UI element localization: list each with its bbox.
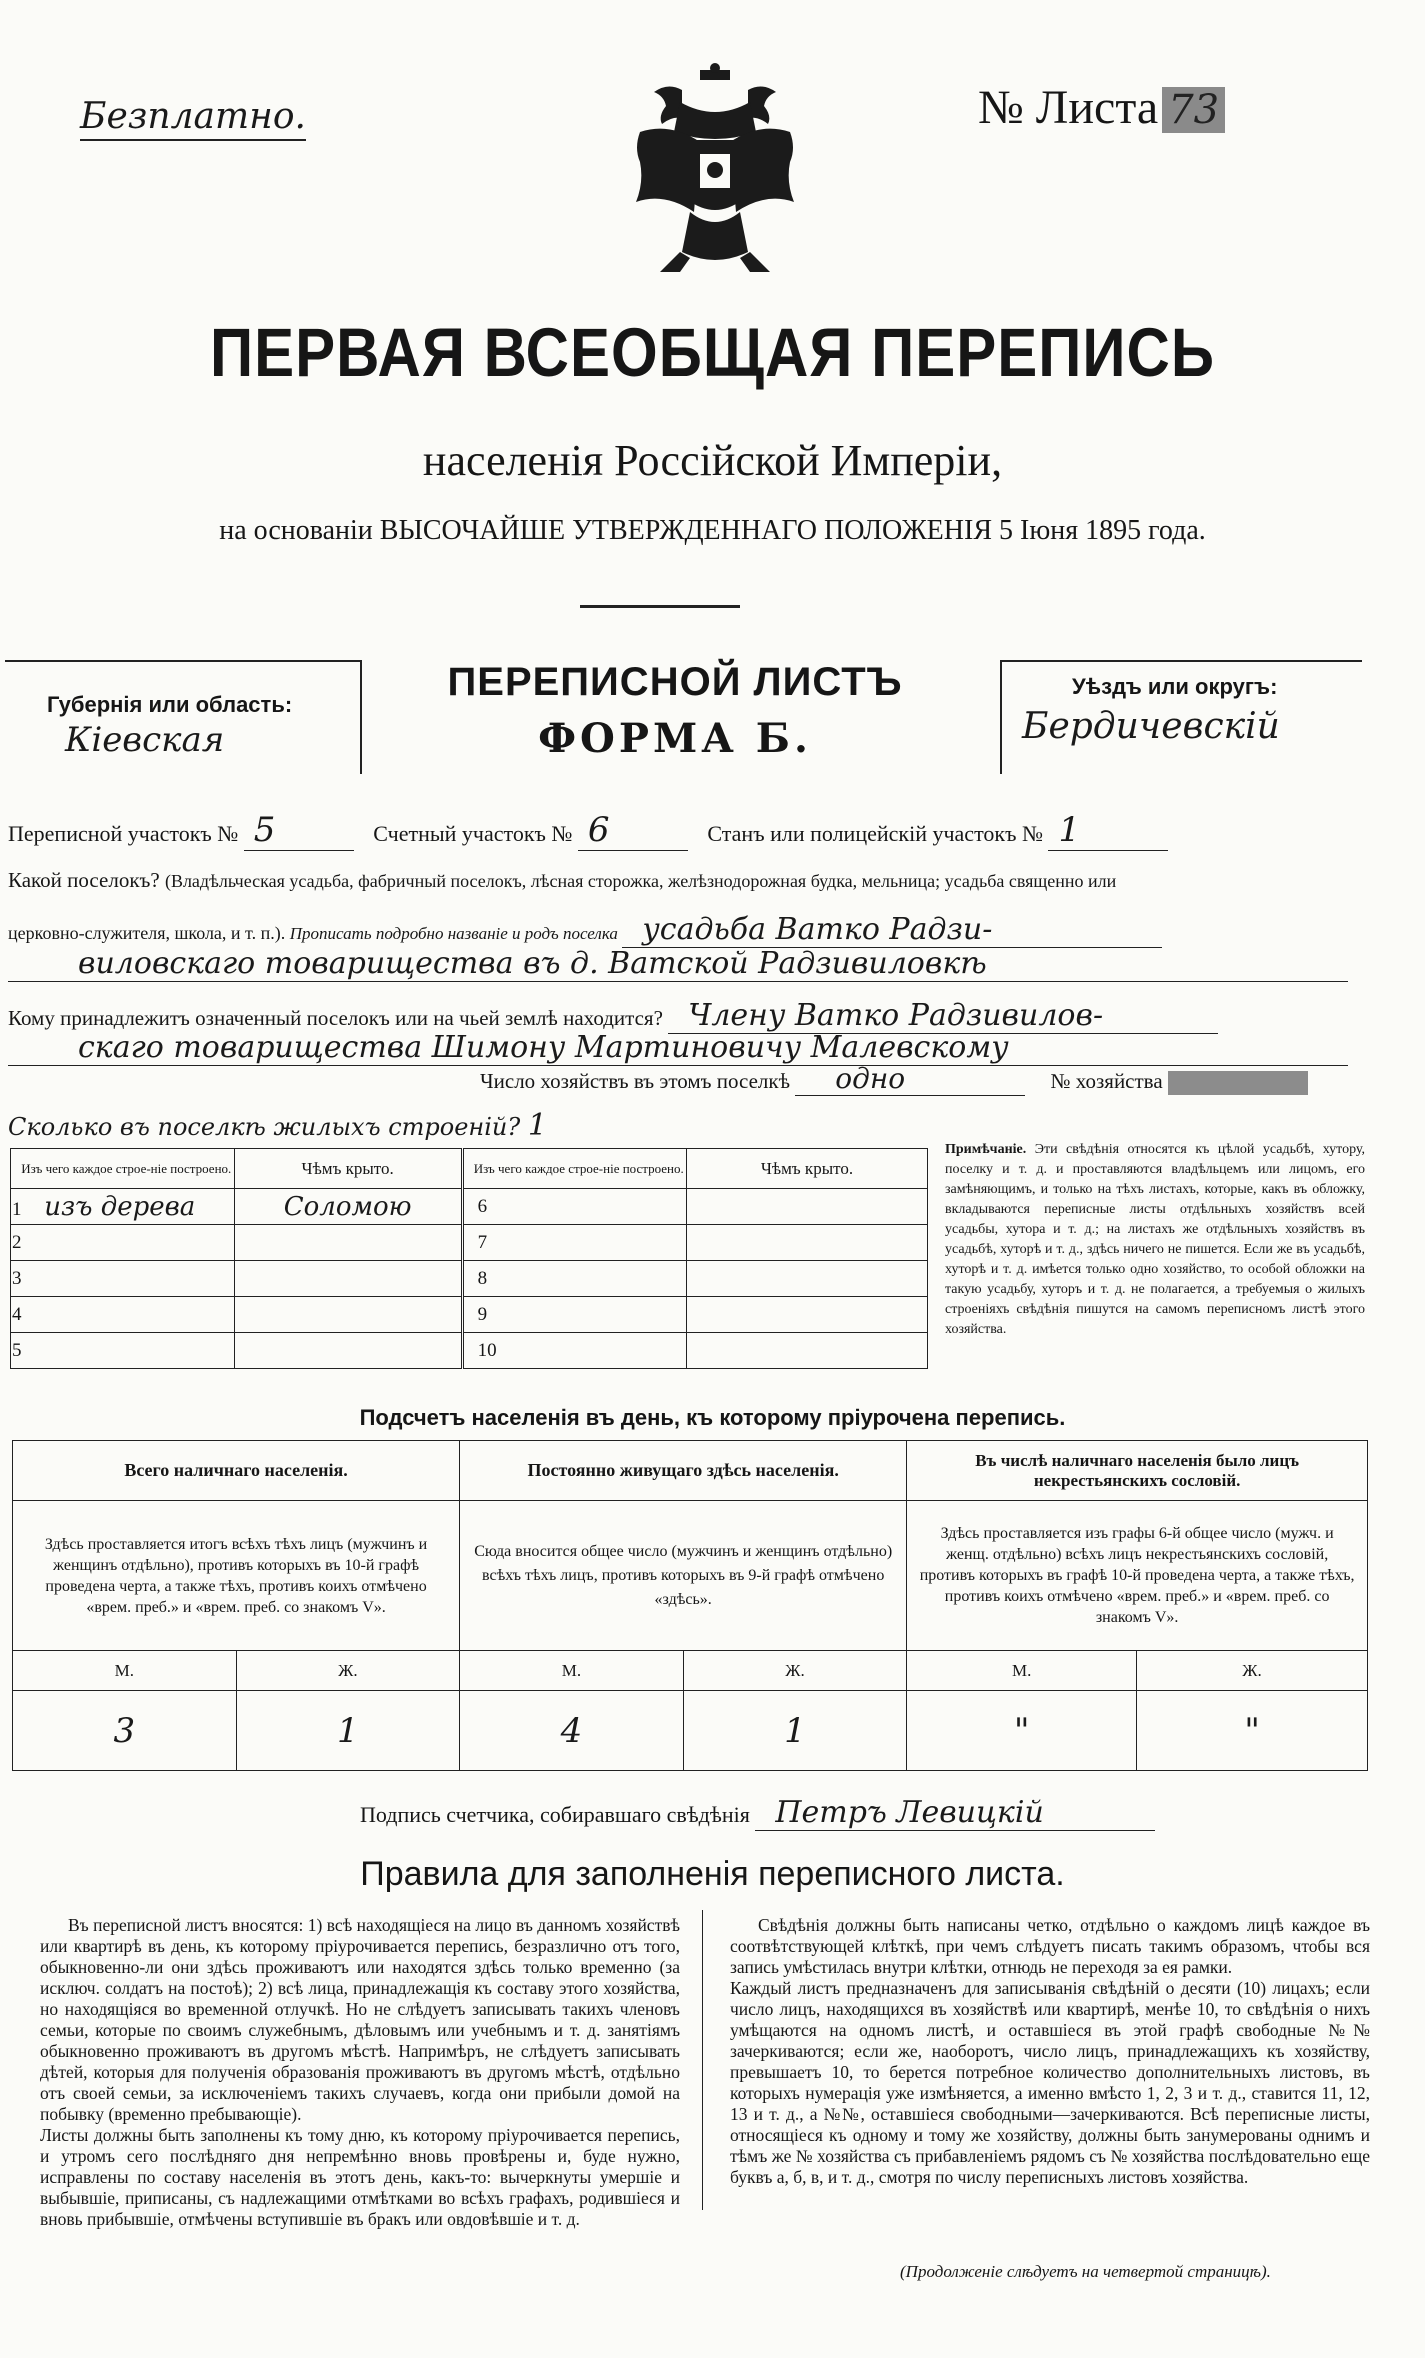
row-number: 2 (12, 1231, 22, 1253)
households-label: Число хозяйствъ въ этомъ поселкѣ (480, 1069, 790, 1093)
empty-cell (234, 1225, 462, 1261)
table-row (11, 1333, 235, 1369)
settlement-hint: (Владѣльческая усадьба, фабричный поселокъ, лѣсная сторожка, желѣзнодорожная будка, мельница; усадьба священно или (164, 871, 1117, 891)
imperial-eagle-emblem (620, 62, 810, 282)
table-row (462, 1225, 686, 1261)
count-area-label: Счетный участокъ № (373, 821, 573, 846)
empty-cell (686, 1333, 927, 1369)
corner (462, 1149, 471, 1189)
settlement-line (8, 868, 1116, 893)
nonpeasant-female-value: " (1137, 1691, 1368, 1771)
households-value: одно (795, 1062, 1025, 1096)
empty-cell (686, 1225, 927, 1261)
province-label: Губернія или область: (47, 692, 293, 717)
table-row (462, 1297, 686, 1333)
buildings-value: 1 (527, 1108, 547, 1143)
row-number: 1 (12, 1198, 22, 1220)
table-row (11, 1261, 235, 1297)
col-material-header: Изъ чего каждое строе-ніе построено. (19, 1149, 234, 1189)
table-row (11, 1225, 235, 1261)
nonpeasant-male-value: " (907, 1691, 1137, 1771)
empty-cell (234, 1333, 462, 1369)
form-header-box (0, 660, 1425, 778)
buildings-line (8, 1108, 547, 1143)
note-title: Примѣчаніе. (945, 1142, 1027, 1157)
row1-roof: Соломою (234, 1189, 462, 1225)
col-roof-header: Чѣмъ крыто. (234, 1149, 462, 1189)
district-value: Бердичевскій (1022, 706, 1280, 747)
page-title: ПЕРВАЯ ВСЕОБЩАЯ ПЕРЕПИСЬ (210, 313, 1215, 392)
household-no-redacted (1168, 1071, 1308, 1095)
permanent-female-value: 1 (683, 1691, 907, 1771)
sheet-number-label: № Листа (978, 81, 1159, 134)
census-area-value: 5 (244, 810, 354, 851)
row-number: 5 (12, 1339, 22, 1361)
row-number: 6 (477, 1195, 488, 1217)
permanent-male-value: 4 (460, 1691, 684, 1771)
signature-value: Петръ Левицкій (755, 1795, 1155, 1831)
empty-cell (686, 1297, 927, 1333)
col-permanent-desc: Сюда вносится общее число (мужчинъ и женщинъ отдѣльно) всѣхъ тѣхъ лицъ, противъ которыхъ въ 9-й графѣ отмѣчено «здѣсь». (460, 1501, 907, 1651)
population-table (12, 1440, 1368, 1771)
census-area-label: Переписной участокъ № (8, 821, 239, 846)
table-row (11, 1297, 235, 1333)
page-subtitle: населенія Россійской Имперіи, (422, 436, 1003, 485)
settlement-value-1: усадьба Ватко Радзи- (622, 912, 1162, 948)
sheet-number-value: 73 (1162, 87, 1225, 133)
female-label: Ж. (683, 1651, 907, 1691)
rules-left-column: Въ переписной листъ вносятся: 1) всѣ находящіеся на лицо въ данномъ хозяйствѣ или квартирѣ въ день, къ которому пріурочивается перепись, безразлично отъ того, обыкновенно-ли они здѣсь проживаютъ или находятся здѣсь только временно (за исключ. солдатъ на постоѣ); 2) всѣ лица, принадлежащія къ составу этого хозяйства, но находящіяся во временной отлучкѣ. Но не слѣдуетъ записывать такихъ членовъ семьи, которые по своимъ служебнымъ, дѣловымъ или учебнымъ и т. д. занятіямъ обыкновенно проживаютъ въ другомъ мѣстѣ. Напримѣръ, не слѣдуетъ записывать дѣтей, которыя для полученія образованія проживаютъ въ другомъ мѣстѣ, отдѣльно отъ своей семьи, за исключеніемъ такихъ случаевъ, когда они прибыли домой на побывку (временно пребывающіе). Листы должны быть заполнены къ тому дню, къ которому пріурочивается перепись, и утромъ сего послѣдняго дня непремѣнно вновь провѣрены и, буде нужно, исправлены по составу населенія въ этотъ день, какъ-то: вычеркнуты умершіе и выбывшіе, приписаны, съ надлежащими отмѣтками во всѣхъ графахъ, родившіеся и вновь прибывшіе, отмѣчены вступившіе въ бракъ или овдовѣвшіе и т. д. (40, 1915, 680, 2229)
households-line (480, 1062, 1308, 1096)
col-total-title: Всего наличнаго населенія. (13, 1441, 460, 1501)
district-box (1000, 660, 1362, 774)
signature-label: Подпись счетчика, собиравшаго свѣдѣнія (360, 1802, 750, 1827)
row-number: 10 (477, 1339, 497, 1361)
col-roof-header-2: Чѣмъ крыто. (686, 1149, 927, 1189)
legal-basis: на основаніи ВЫСОЧАЙШЕ УТВЕРЖДЕННАГО ПОЛОЖЕНІЯ 5 Іюня 1895 года. (219, 515, 1206, 546)
camp-value: 1 (1048, 810, 1168, 851)
row-number: 4 (12, 1303, 22, 1325)
empty-cell (686, 1189, 927, 1225)
settlement-hint-2: церковно-служителя, школа, и т. п.). (8, 923, 286, 943)
owner-label: Кому принадлежитъ означенный поселокъ или на чьей землѣ находится? (8, 1006, 663, 1030)
population-heading: Подсчетъ населенія въ день, къ которому пріурочена перепись. (359, 1405, 1066, 1430)
row-number: 9 (477, 1303, 488, 1325)
female-label: Ж. (236, 1651, 460, 1691)
empty-cell (686, 1261, 927, 1297)
free-label: Безплатно. (80, 95, 306, 141)
rules-right-column: Свѣдѣнія должны быть написаны четко, отдѣльно о каждомъ лицѣ каждое въ соотвѣтствующей клѣткѣ, при чемъ слѣдуетъ писать такимъ образомъ, чтобы вся запись умѣстилась внутри клѣтки, отнюдь не переходя за ея рамки. Каждый листъ предназначенъ для записыванія свѣдѣній о десяти (10) лицахъ; если число лицъ, находящихся въ хозяйствѣ или квартирѣ, менѣе 10, то свѣдѣнія о нихъ умѣщаются на одномъ листѣ, и оставшіеся въ этой графѣ свободные №№ зачеркиваются; если же, наоборотъ, число лицъ, принадлежащихъ къ хозяйству, превышаетъ 10, то берется потребное количество дополнительныхъ листовъ, въ которыхъ нумерація уже измѣняется, а именно вмѣсто 1, 2, 3 и т. д., ставится 11, 12, 13 и т. д., а №№, оставшіеся свободными—зачеркиваются. Всѣ переписные листы, относящіеся къ одному и тому же хозяйству, должны быть занумерованы однимъ и тѣмъ же № хозяйства съ прибавленіемъ рядомъ съ № хозяйства послѣдовательно еще буквъ а, б, в, и т. д., смотря по числу переписныхъ листовъ хозяйства. (730, 1915, 1370, 2187)
district-label: Уѣздъ или округъ: (1072, 674, 1278, 699)
areas-line (8, 810, 1168, 851)
owner-value-1: Члену Ватко Радзивилов- (668, 998, 1218, 1034)
col-material-header-2: Изъ чего каждое строе-ніе построено. (472, 1149, 687, 1189)
table-row (462, 1189, 686, 1225)
buildings-table (10, 1148, 928, 1369)
female-label: Ж. (1137, 1651, 1368, 1691)
province-value: Кіевская (65, 720, 225, 760)
owner-line (8, 998, 1218, 1034)
note (945, 1140, 1365, 1340)
row1-material: изъ дерева (44, 1191, 196, 1222)
empty-cell (234, 1297, 462, 1333)
row-number: 3 (12, 1267, 22, 1289)
sheet-number (978, 80, 1225, 135)
note-text: Эти свѣдѣнія относятся къ цѣлой усадьбѣ, хутору, поселку и т. д. и проставляются владѣльцемъ или лицомъ, его замѣняющимъ, и только на тѣхъ листахъ, которые, какъ въ обложку, вкладываются переписные листы отдѣльныхъ хозяйствъ всей усадьбы, хутора и т. д.; на листахъ же отдѣльныхъ хозяйствъ въ усадьбѣ, хуторѣ и т. д., здѣсь ничего не пишется. Если же въ усадьбѣ, хуторѣ и т. д. имѣется только одно хозяйство, то особой обложки на такую усадьбу, хуторъ и т. д. не полагается, а требуемыя о жилыхъ строеніяхъ свѣдѣнія пишутся на самомъ переписномъ листѣ этого хозяйства. (945, 1142, 1366, 1337)
divider (580, 605, 740, 608)
male-label: М. (13, 1651, 237, 1691)
col-total-desc: Здѣсь проставляется итогъ всѣхъ тѣхъ лицъ (мужчинъ и женщинъ отдѣльно), противъ которыхъ въ 10-й графѣ проведена черта, а также тѣхъ, противъ коихъ отмѣчено «врем. преб.» и «врем. преб. со знакомъ V». (13, 1501, 460, 1651)
col-permanent-title: Постоянно живущаго здѣсь населенія. (460, 1441, 907, 1501)
continuation-note: (Продолженіе слѣдуетъ на четвертой страницѣ). (900, 2262, 1271, 2281)
table-row (11, 1189, 235, 1225)
owner-value-2: скаго товарищества Шимону Мартиновичу Малевскому (8, 1030, 1348, 1066)
empty-cell (234, 1261, 462, 1297)
corner (11, 1149, 19, 1189)
col-nonpeasant-desc: Здѣсь проставляется изъ графы 6-й общее число (мужч. и женщ. отдѣльно) всѣхъ лицъ некрестьянскихъ сословій, противъ которыхъ въ графѣ 10-й проведена черта, а также тѣхъ, противъ коихъ отмѣчено «врем. преб.» и «врем. преб. со знакомъ V». (907, 1501, 1368, 1651)
buildings-label: Сколько въ поселкѣ жилыхъ строеній? (8, 1113, 521, 1141)
camp-label: Станъ или полицейскій участокъ № (707, 821, 1043, 846)
count-area-value: 6 (578, 810, 688, 851)
column-divider (702, 1910, 703, 2210)
male-label: М. (907, 1651, 1137, 1691)
sheet-title: ПЕРЕПИСНОЙ ЛИСТЪ (447, 660, 903, 704)
row-number: 8 (477, 1267, 488, 1289)
settlement-hint-3: Прописать подробно названіе и родъ поселка (289, 924, 618, 943)
province-box (5, 660, 362, 774)
form-label: ФОРМА Б. (538, 715, 812, 762)
table-row (462, 1261, 686, 1297)
total-male-value: 3 (13, 1691, 237, 1771)
row-number: 7 (477, 1231, 488, 1253)
male-label: М. (460, 1651, 684, 1691)
settlement-line-2 (8, 912, 1162, 948)
signature-line (360, 1795, 1155, 1831)
household-no-label: № хозяйства (1050, 1069, 1163, 1093)
settlement-label: Какой поселокъ? (8, 868, 160, 892)
table-row (462, 1333, 686, 1369)
rules-title: Правила для заполненія переписного листа. (360, 1855, 1065, 1893)
settlement-value-2: виловскаго товарищества въ д. Ватской Радзивиловкѣ (8, 946, 1348, 982)
total-female-value: 1 (236, 1691, 460, 1771)
col-nonpeasant-title: Въ числѣ наличнаго населенія было лицъ некрестьянскихъ сословій. (907, 1441, 1368, 1501)
